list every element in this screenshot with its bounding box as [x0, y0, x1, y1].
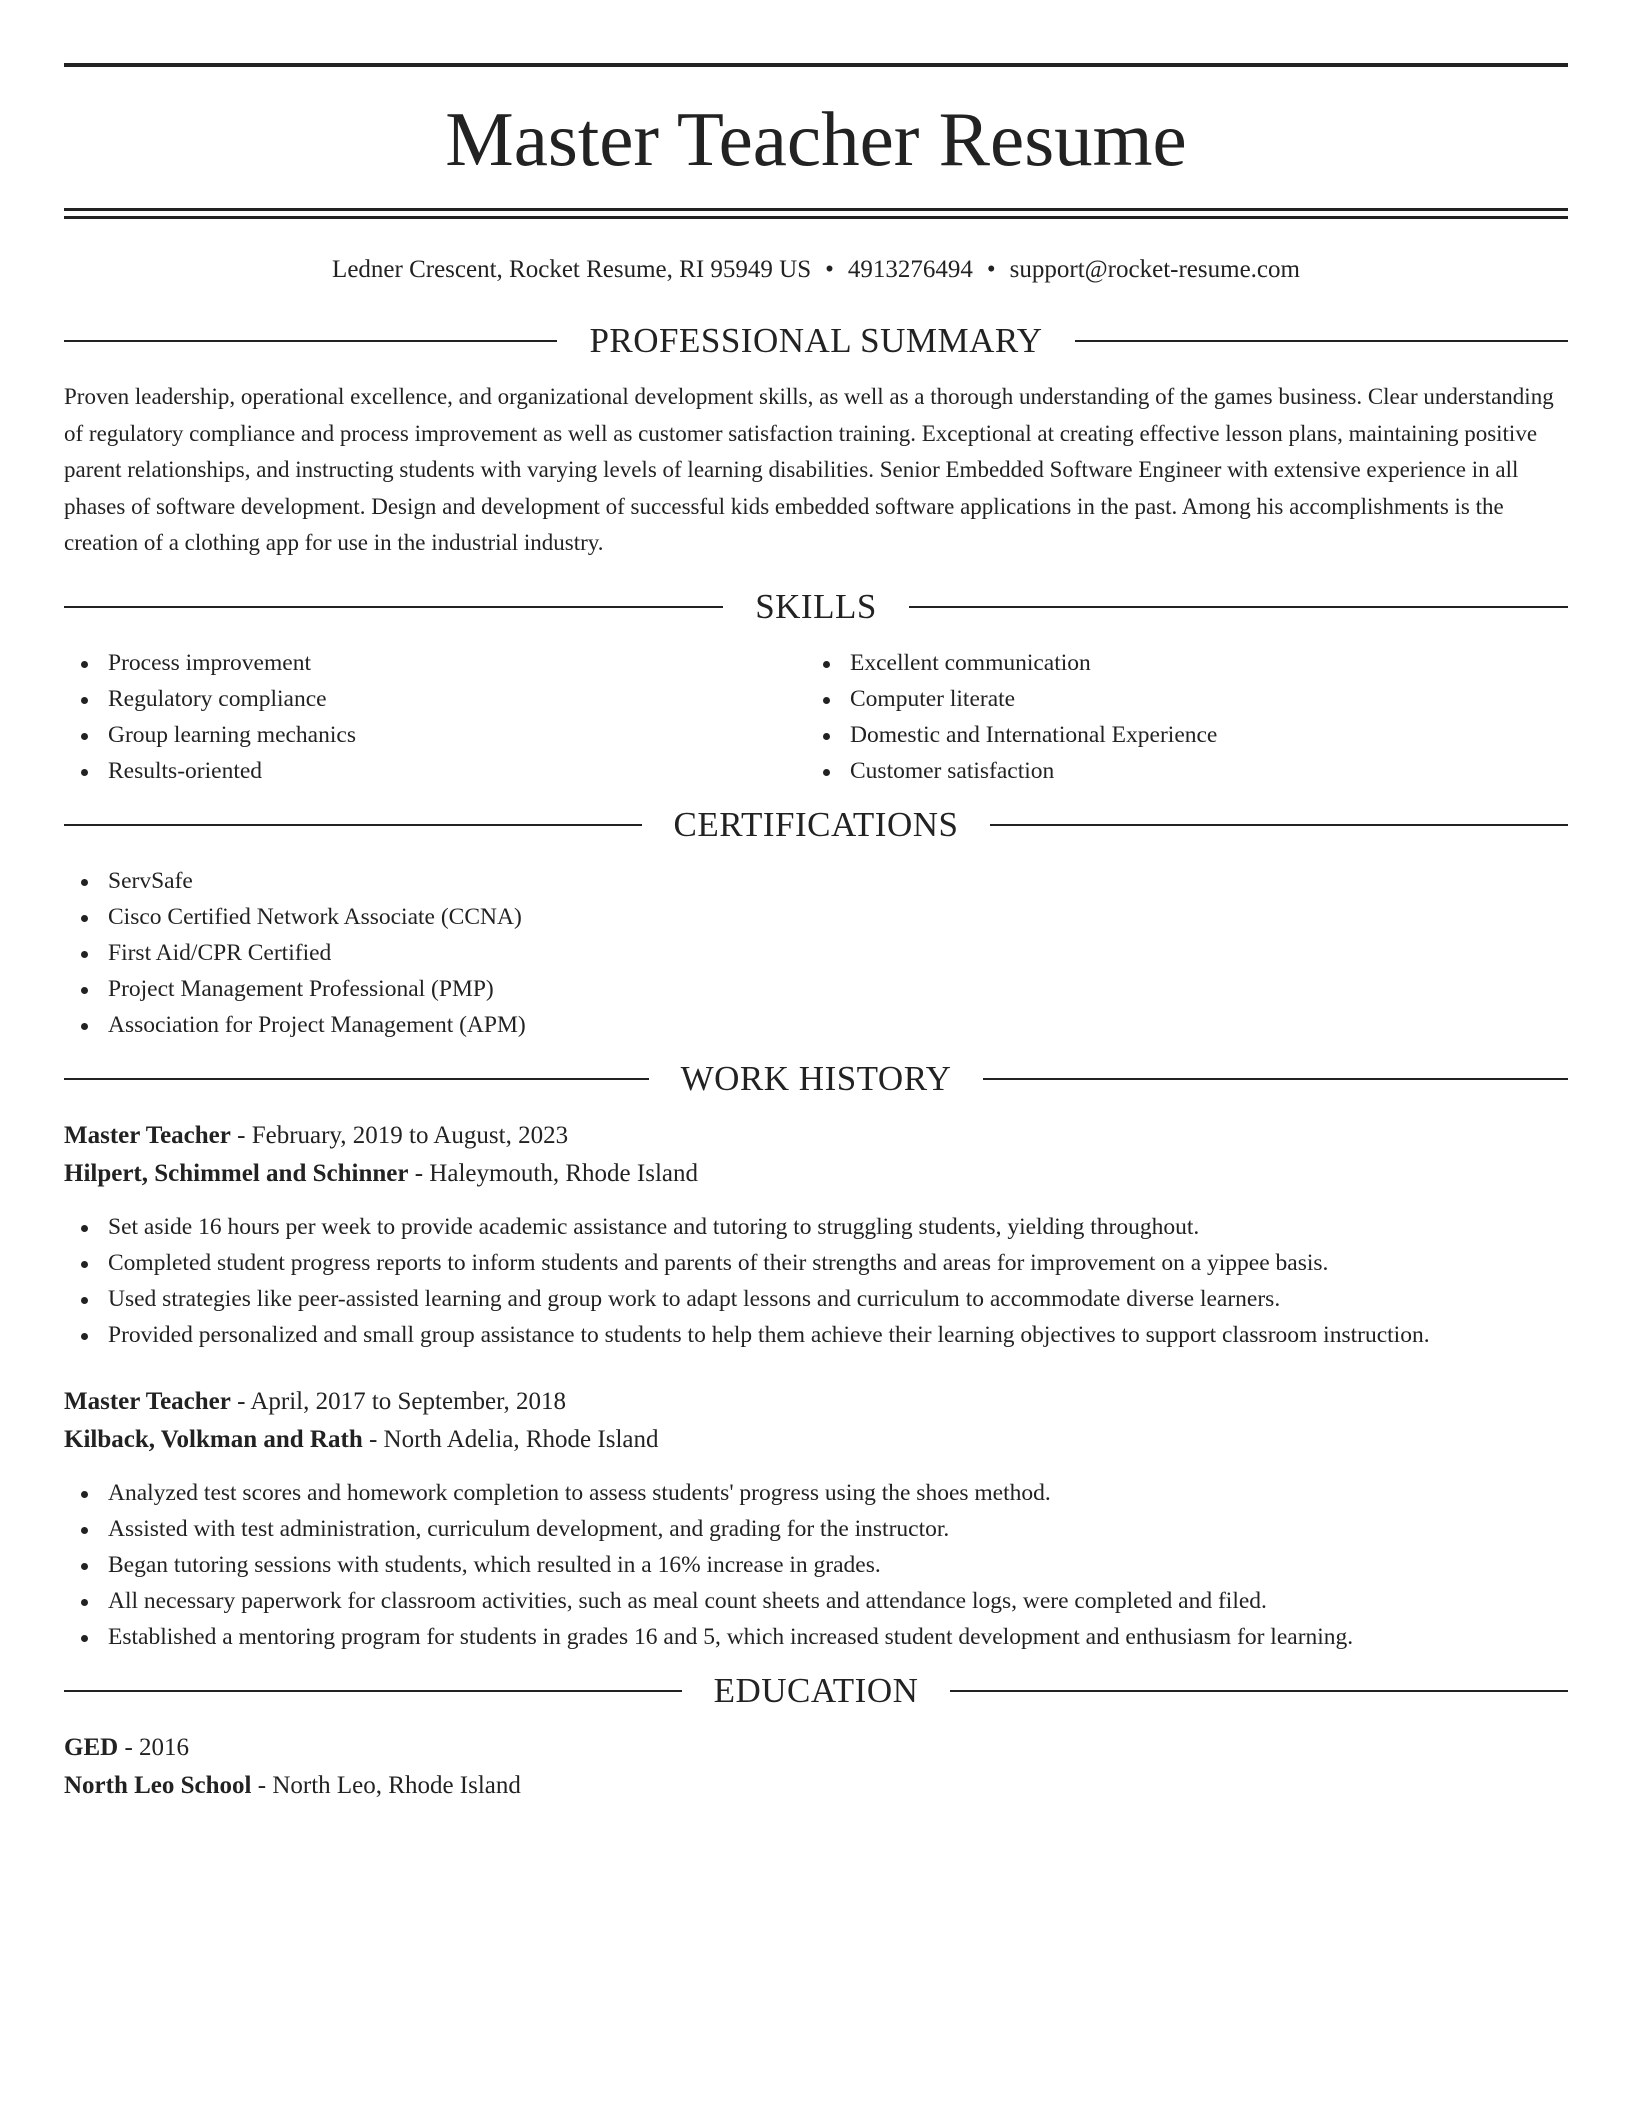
- dash: -: [408, 1159, 430, 1187]
- list-item: ServSafe: [64, 863, 1568, 899]
- dash: -: [118, 1733, 140, 1761]
- heading-rule-left: [64, 340, 557, 342]
- heading-rule-right: [1075, 340, 1568, 342]
- job-title-line: [64, 1117, 1568, 1155]
- list-item: Computer literate: [806, 681, 1548, 717]
- list-item: Association for Project Management (APM): [64, 1007, 1568, 1043]
- heading-rule-left: [64, 1690, 682, 1692]
- list-item: Excellent communication: [806, 645, 1548, 681]
- list-item: Provided personalized and small group assistance to students to help them achieve their learning objectives to support classroom instruction.: [64, 1317, 1568, 1353]
- list-item: Results-oriented: [64, 753, 806, 789]
- list-item: First Aid/CPR Certified: [64, 935, 1568, 971]
- heading-rule-right: [909, 606, 1568, 608]
- list-item: Analyzed test scores and homework completion to assess students' progress using the shoes method.: [64, 1475, 1568, 1511]
- list-item: Established a mentoring program for students in grades 16 and 5, which increased student development and enthusiasm for learning.: [64, 1619, 1568, 1655]
- job-title: Master Teacher: [64, 1121, 231, 1149]
- list-item: Set aside 16 hours per week to provide academic assistance and tutoring to struggling students, yielding throughout.: [64, 1209, 1568, 1245]
- section-title: CERTIFICATIONS: [673, 804, 959, 844]
- list-item: Customer satisfaction: [806, 753, 1548, 789]
- contact-email: support@rocket-resume.com: [1009, 256, 1300, 283]
- section-title: WORK HISTORY: [680, 1058, 952, 1098]
- section-heading-work: [64, 1057, 1568, 1101]
- education-entry: [64, 1729, 1568, 1805]
- list-item: Project Management Professional (PMP): [64, 971, 1568, 1007]
- list-item: Completed student progress reports to inform students and parents of their strengths and areas for improvement on a yippee basis.: [64, 1245, 1568, 1281]
- section-heading-summary: [64, 319, 1568, 363]
- list-item: Group learning mechanics: [64, 717, 806, 753]
- job-company: Kilback, Volkman and Rath: [64, 1425, 363, 1453]
- education-school-line: [64, 1767, 1568, 1805]
- list-item: Regulatory compliance: [64, 681, 806, 717]
- section-title: SKILLS: [755, 586, 877, 626]
- education-year: 2016: [139, 1733, 190, 1761]
- list-item: All necessary paperwork for classroom activities, such as meal count sheets and attendance logs, were completed and filed.: [64, 1583, 1568, 1619]
- job-bullets: [64, 1209, 1568, 1353]
- skills-columns: [64, 645, 1568, 789]
- resume-title: Master Teacher Resume: [445, 96, 1187, 182]
- job-company-line: [64, 1155, 1568, 1193]
- job-location: North Adelia, Rhode Island: [383, 1425, 659, 1453]
- contact-phone: 4913276494: [847, 256, 973, 283]
- heading-rule-left: [64, 1078, 649, 1080]
- dash: -: [230, 1121, 252, 1149]
- heading-rule-right: [983, 1078, 1568, 1080]
- title-double-rule: [64, 208, 1568, 219]
- resume-page: [64, 0, 1568, 1805]
- contact-separator: •: [986, 256, 996, 283]
- dash: -: [251, 1771, 273, 1799]
- list-item: Process improvement: [64, 645, 806, 681]
- job-bullets: [64, 1475, 1568, 1655]
- job-title: Master Teacher: [64, 1387, 231, 1415]
- job-company: Hilpert, Schimmel and Schinner: [64, 1159, 409, 1187]
- education-degree: GED: [64, 1733, 119, 1761]
- certifications-list: [64, 863, 1568, 1043]
- job-title-line: [64, 1383, 1568, 1421]
- job-dates: April, 2017 to September, 2018: [250, 1387, 566, 1415]
- education-degree-line: [64, 1729, 1568, 1767]
- heading-rule-left: [64, 824, 642, 826]
- summary-text: Proven leadership, operational excellence, and organizational development skills, as well as a thorough understanding of the games business. Clear understanding of regulatory compliance and process improvement as well as customer satisfaction training. Exceptional at creating effective lesson plans, maintaining positive parent relationships, and instructing students with varying levels of learning disabilities. Senior Embedded Software Engineer with extensive experience in all phases of software development. Design and development of successful kids embedded software applications in the past. Among his accomplishments is the creation of a clothing app for use in the industrial industry.: [64, 384, 1554, 555]
- contact-separator: •: [825, 256, 834, 283]
- education-location: North Leo, Rhode Island: [272, 1771, 521, 1799]
- heading-rule-right: [990, 824, 1568, 826]
- list-item: Used strategies like peer-assisted learning and group work to adapt lessons and curriculum to accommodate diverse learners.: [64, 1281, 1568, 1317]
- job-location: Haleymouth, Rhode Island: [429, 1159, 698, 1187]
- skills-list-right: [806, 645, 1548, 789]
- section-heading-education: [64, 1669, 1568, 1713]
- job-entry: [64, 1383, 1568, 1655]
- job-entry: [64, 1117, 1568, 1353]
- section-title: EDUCATION: [713, 1670, 919, 1710]
- heading-rule-left: [64, 606, 723, 608]
- list-item: Domestic and International Experience: [806, 717, 1548, 753]
- section-heading-certifications: [64, 803, 1568, 847]
- job-company-line: [64, 1421, 1568, 1459]
- section-heading-skills: [64, 585, 1568, 629]
- heading-rule-right: [950, 1690, 1568, 1692]
- skills-list-left: [64, 645, 806, 789]
- contact-line: [64, 255, 1568, 285]
- education-school: North Leo School: [64, 1771, 252, 1799]
- contact-address: Ledner Crescent, Rocket Resume, RI 95949 US: [332, 256, 812, 283]
- top-rule: [64, 63, 1568, 67]
- list-item: Began tutoring sessions with students, which resulted in a 16% increase in grades.: [64, 1547, 1568, 1583]
- job-dates: February, 2019 to August, 2023: [251, 1121, 569, 1149]
- dash: -: [362, 1425, 384, 1453]
- list-item: Assisted with test administration, curriculum development, and grading for the instructor.: [64, 1511, 1568, 1547]
- list-item: Cisco Certified Network Associate (CCNA): [64, 899, 1568, 935]
- dash: -: [230, 1387, 251, 1415]
- section-title: PROFESSIONAL SUMMARY: [589, 321, 1043, 360]
